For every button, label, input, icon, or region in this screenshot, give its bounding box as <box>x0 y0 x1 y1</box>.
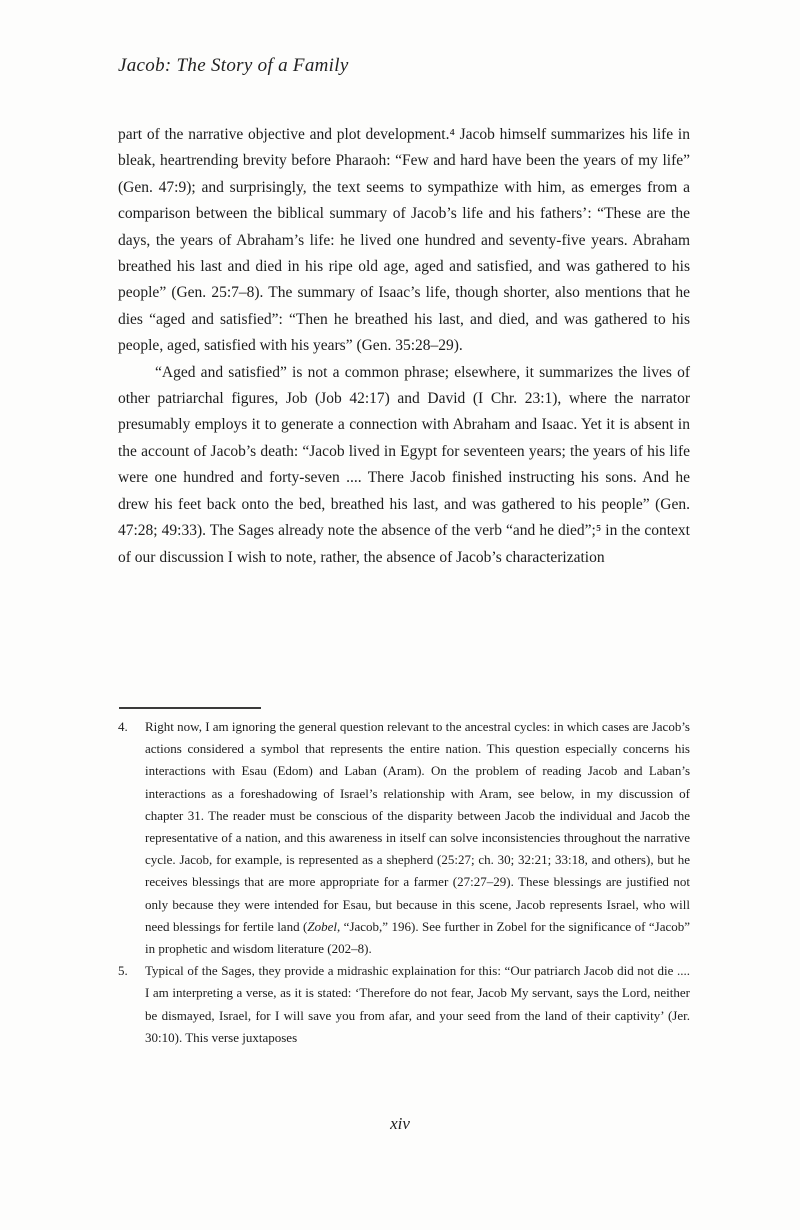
body-paragraph-2: “Aged and satisfied” is not a common phrase; elsewhere, it summarizes the lives of other patriarchal figures, Job (Job 42:17) and David (I Chr. 23:1), where the narrator presumably employs it to generate a connection with Abraham and Isaac. Yet it is absent in the account of Jacob’s death: “Jacob lived in Egypt for seventeen years; the years of his life were one hundred and forty-seven .... There Jacob finished instructing his sons. And he drew his feet back onto the bed, breathed his last, and was gathered to his people” (Gen. 47:28; 49:33). The Sages already note the absence of the verb “and he died”;⁵ in the context of our discussion I wish to note, rather, the absence of Jacob’s characterization <box>118 363 690 566</box>
footnote-4-number: 4. <box>118 719 128 734</box>
body-paragraph-1: part of the narrative objective and plot development.⁴ Jacob himself summarizes his life in bleak, heartrending brevity before Pharaoh: “Few and hard have been the years of my life” (Gen. 47:9); and surprisingly, the text seems to sympathize with him, as emerges from a comparison between the biblical summary of Jacob’s life and his fathers’: “These are the days, the years of Abraham’s life: he lived one hundred and seventy-five years. Abraham breathed his last and died in his ripe old age, aged and satisfied, and was gathered to his people” (Gen. 25:7–8). The summary of Isaac’s life, though shorter, also mentions that he dies “aged and satisfied”: “Then he breathed his last, and died, and was gathered to his people, aged, satisfied with his years” (Gen. 35:28–29). <box>118 126 690 355</box>
footnote-5-text: Typical of the Sages, they provide a midrashic explaination for this: “Our patriarch Jacob did not die .... I am interpreting a verse, as it is stated: ‘Therefore do not fear, Jacob My servant, says the Lord, neither be dismayed, Israel, for I will save you from afar, and your seed from the land of their captivity’ (Jer. 30:10). This verse juxtaposes <box>145 963 690 1045</box>
page-number: xiv <box>390 1114 410 1133</box>
footnotes-section <box>118 716 690 1049</box>
footnote-separator-rule <box>119 707 261 709</box>
body-text <box>118 122 690 571</box>
running-head: Jacob: The Story of a Family <box>118 55 349 76</box>
footnote-4 <box>118 716 690 960</box>
footnote-4-text: Right now, I am ignoring the general question relevant to the ancestral cycles: in which cases are Jacob’s actions considered a symbol that represents the entire nation. This question especially concerns his interactions with Esau (Edom) and Laban (Aram). On the problem of reading Jacob and Laban’s interactions as a foreshadowing of Israel’s relationship with Aram, see below, in my discussion of chapter 31. The reader must be conscious of the disparity between Jacob the individual and Jacob the representative of a nation, and this awareness in itself can solve inconsistencies throughout the narrative cycle. Jacob, for example, is represented as a shepherd (25:27; ch. 30; 32:21; 33:18, and others), but he receives blessings that are more appropriate for a farmer (27:27–29). These blessings are justified not only because they were intended for Esau, but because in this scene, Jacob represents Israel, who will need blessings for fertile land (Zobel, “Jacob,” 196). See further in Zobel for the significance of “Jacob” in prophetic and wisdom literature (202–8). <box>145 719 690 957</box>
footnote-5 <box>118 960 690 1049</box>
footnote-5-number: 5. <box>118 963 128 979</box>
